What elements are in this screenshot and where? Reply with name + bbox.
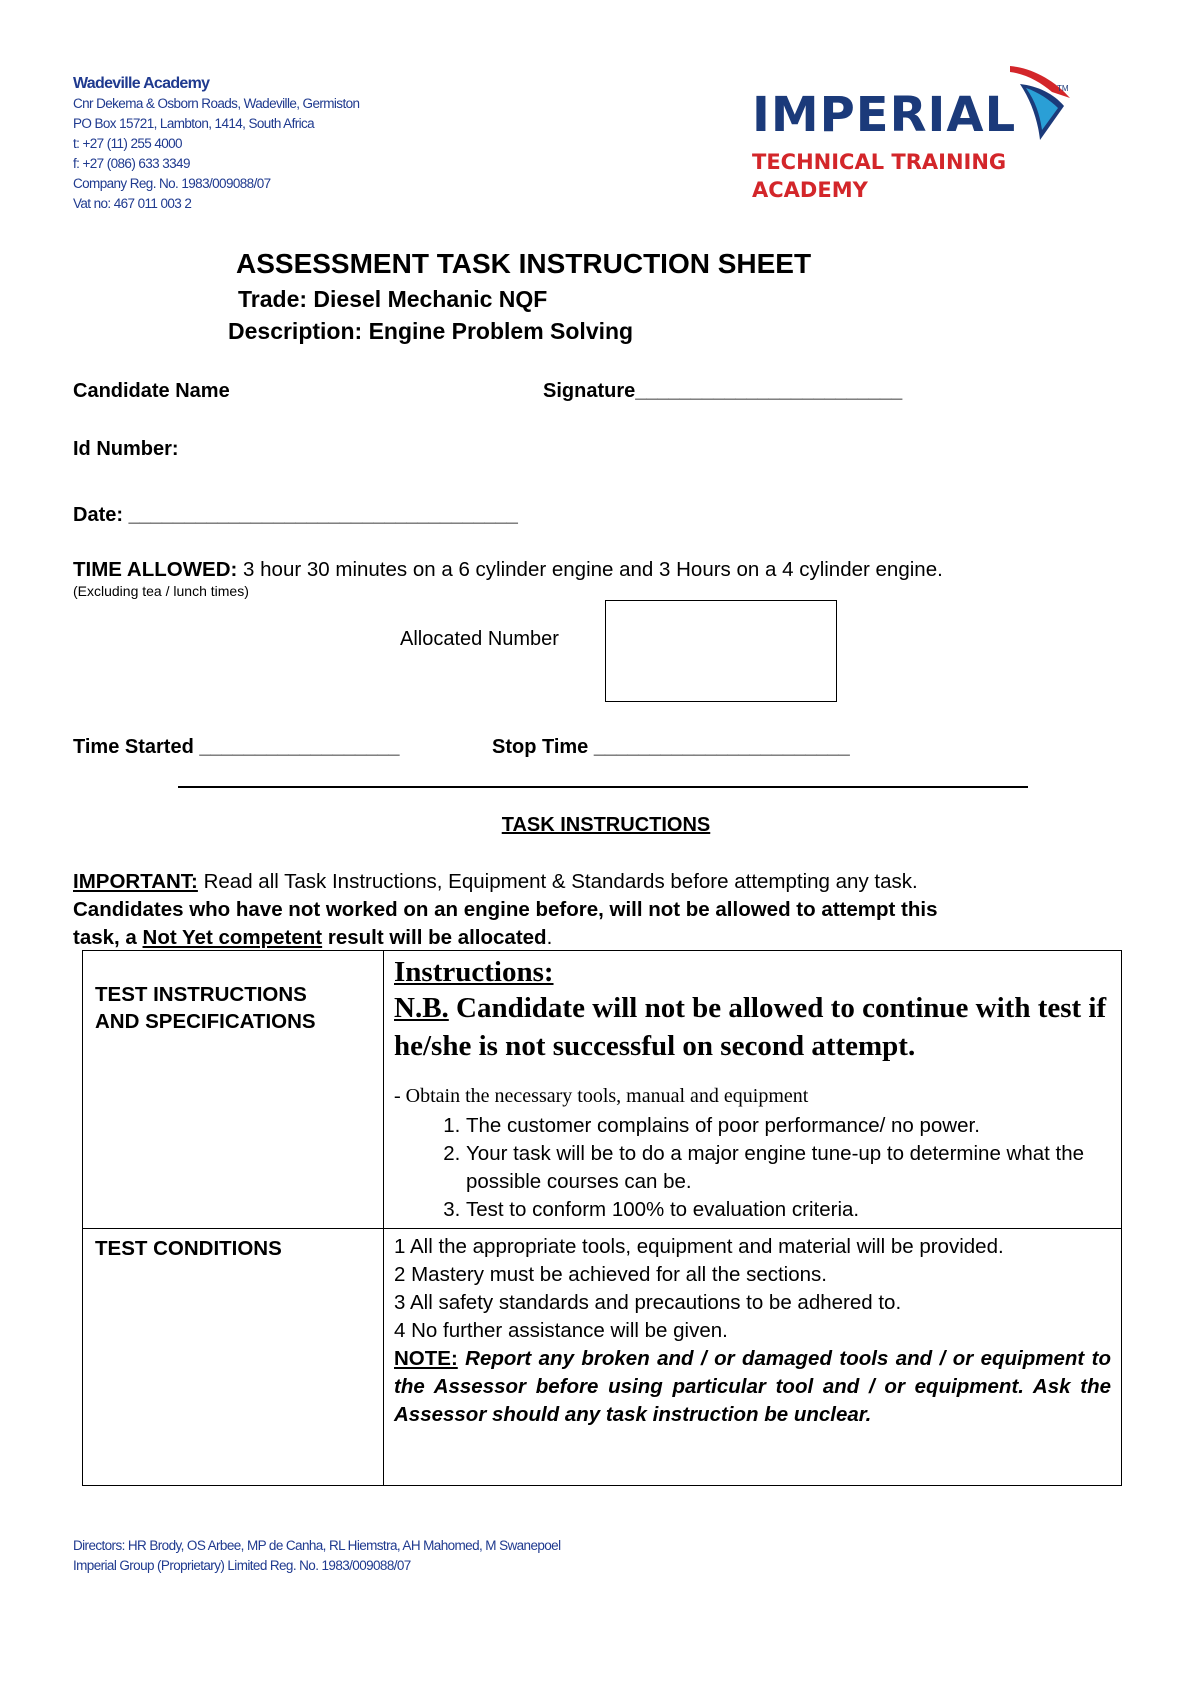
reg-line: Imperial Group (Proprietary) Limited Reg. No. 1983/009088/07 bbox=[73, 1558, 411, 1573]
document-title: ASSESSMENT TASK INSTRUCTION SHEET bbox=[236, 248, 812, 279]
list-item: 3. Test to conform 100% to evaluation criteria. bbox=[466, 1196, 1111, 1224]
company-reg-line: Company Reg. No. 1983/009088/07 bbox=[73, 176, 271, 191]
not-yet-competent: Not Yet competent bbox=[142, 926, 323, 949]
time-allowed-line bbox=[73, 558, 943, 582]
label-line: AND SPECIFICATIONS bbox=[95, 1010, 316, 1033]
trade-line: Trade: Diesel Mechanic NQF bbox=[238, 286, 548, 312]
instructions-table bbox=[82, 950, 1122, 1486]
time-allowed-text: 3 hour 30 minutes on a 6 cylinder engine and 3 Hours on a 4 cylinder engine. bbox=[237, 558, 943, 581]
logo-subtitle-line: TECHNICAL TRAINING bbox=[752, 150, 1007, 174]
allocated-number-box[interactable] bbox=[605, 600, 837, 702]
bold-text: task, a bbox=[73, 926, 143, 949]
id-number-field[interactable]: Id Number: bbox=[73, 438, 179, 460]
condition-item: 2 Mastery must be achieved for all the sections. bbox=[394, 1263, 827, 1286]
instructions-cell bbox=[384, 951, 1122, 1229]
stop-time-field[interactable]: Stop Time _______________________ bbox=[492, 736, 850, 758]
condition-item: 3 All safety standards and precautions to be adhered to. bbox=[394, 1291, 902, 1314]
task-instructions-heading: TASK INSTRUCTIONS bbox=[501, 814, 711, 836]
test-conditions-label: TEST CONDITIONS bbox=[83, 1229, 384, 1486]
nb-statement bbox=[394, 989, 1111, 1065]
table-row bbox=[83, 951, 1122, 1229]
note-text: Report any broken and / or damaged tools and / or equipment to the Assessor before using particular tool and / or equipment. Ask the Assessor should any task instruction be unclear. bbox=[394, 1347, 1111, 1426]
phone-line: t: +27 (11) 255 4000 bbox=[73, 136, 182, 151]
condition-item: 4 No further assistance will be given. bbox=[394, 1319, 728, 1342]
important-line bbox=[73, 870, 918, 894]
vat-line: Vat no: 467 011 003 2 bbox=[73, 196, 192, 211]
condition-item: 1 All the appropriate tools, equipment and material will be provided. bbox=[394, 1235, 1004, 1258]
important-bold-line-2 bbox=[73, 926, 552, 950]
test-instructions-label bbox=[83, 951, 384, 1229]
candidate-name-field[interactable]: Candidate Name bbox=[73, 380, 230, 402]
fax-line: f: +27 (086) 633 3349 bbox=[73, 156, 190, 171]
directors-line: Directors: HR Brody, OS Arbee, MP de Canha, RL Hiemstra, AH Mahomed, M Swanepoel bbox=[73, 1538, 561, 1553]
divider-line bbox=[178, 786, 1028, 788]
address-line: Cnr Dekema & Osborn Roads, Wadeville, Germiston bbox=[73, 96, 360, 111]
signature-field[interactable]: Signature________________________ bbox=[543, 380, 903, 402]
date-field[interactable]: Date: ___________________________________ bbox=[73, 504, 518, 526]
note-label: NOTE: bbox=[394, 1347, 458, 1370]
conditions-cell bbox=[384, 1229, 1122, 1486]
logo-subtitle-line: ACADEMY bbox=[752, 178, 868, 202]
address-line: PO Box 15721, Lambton, 1414, South Africa bbox=[73, 116, 315, 131]
imperial-logo bbox=[752, 62, 1082, 212]
note-paragraph bbox=[394, 1345, 1111, 1429]
footer bbox=[73, 1536, 560, 1576]
label-line: TEST INSTRUCTIONS bbox=[95, 983, 307, 1006]
org-name: Wadeville Academy bbox=[73, 75, 210, 92]
important-bold-line: Candidates who have not worked on an engine before, will not be allowed to attempt this bbox=[73, 898, 938, 921]
description-line: Description: Engine Problem Solving bbox=[228, 318, 634, 344]
trademark-mark: TM bbox=[1057, 84, 1069, 93]
bold-text: result will be allocated bbox=[322, 926, 547, 949]
list-item: 2. Your task will be to do a major engine tune-up to determine what the possible courses can be. bbox=[466, 1140, 1111, 1196]
logo-wordmark: IMPERIAL bbox=[752, 87, 1017, 143]
bullet-item: - Obtain the necessary tools, manual and equipment bbox=[394, 1085, 809, 1107]
time-allowed-label: TIME ALLOWED: bbox=[73, 558, 238, 581]
allocated-number-label: Allocated Number bbox=[400, 628, 559, 650]
time-started-field[interactable]: Time Started __________________ bbox=[73, 736, 400, 758]
logo-subtitle bbox=[752, 148, 1006, 204]
important-text: Read all Task Instructions, Equipment & Standards before attempting any task. bbox=[197, 870, 918, 893]
period: . bbox=[546, 926, 553, 949]
nb-label: N.B. bbox=[394, 992, 449, 1024]
nb-text: Candidate will not be allowed to continue with test if he/she is not successful on second attempt. bbox=[394, 992, 1107, 1062]
task-list bbox=[394, 1112, 1111, 1224]
excluding-note: (Excluding tea / lunch times) bbox=[73, 583, 249, 599]
list-item: 1. The customer complains of poor performance/ no power. bbox=[466, 1112, 1111, 1140]
important-label: IMPORTANT: bbox=[73, 870, 198, 893]
company-address-block bbox=[73, 74, 359, 214]
table-row bbox=[83, 1229, 1122, 1486]
instructions-heading: Instructions: bbox=[394, 956, 554, 988]
